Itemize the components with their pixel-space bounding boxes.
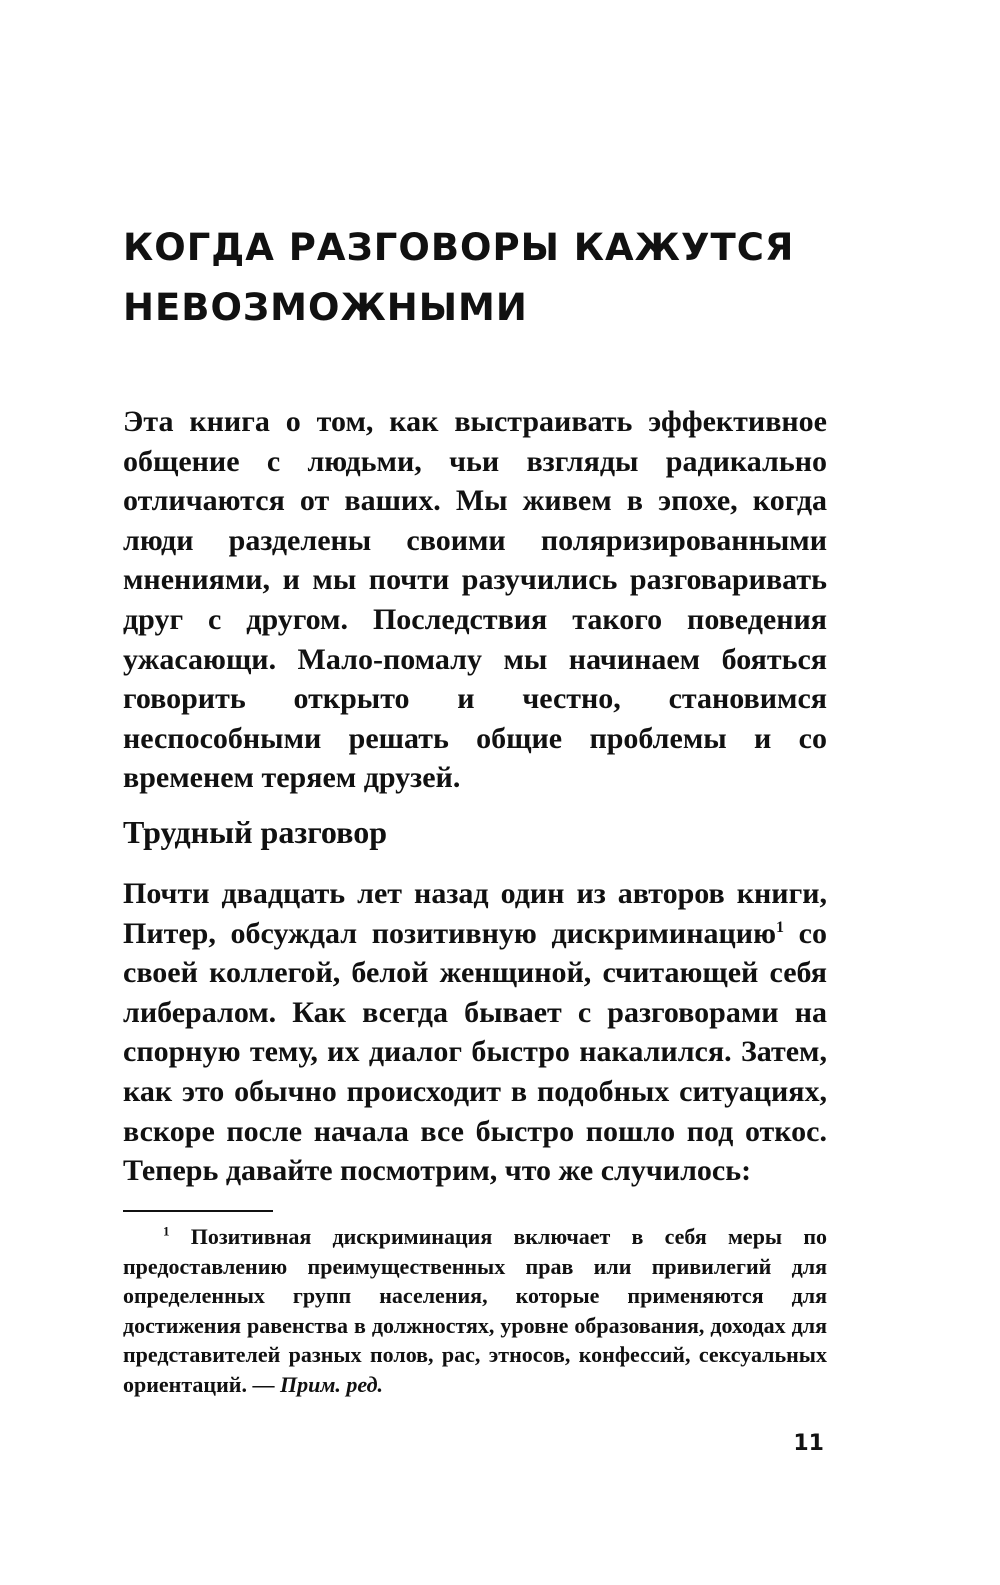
page-number: 11 [793,1431,824,1456]
story-paragraph [123,874,827,1191]
story-text-end: со своей коллегой, белой женщиной, считающей себя либералом. Как всегда бывает с разговорами на спорную тему, их диалог быстро накалился. Затем, как это обычно происходит в подобных ситуациях, вскоре после начала все быстро пошло под откос. Теперь давайте посмотрим, что же случилось: [123,916,827,1188]
editor-note: Прим. ред. [279,1371,384,1397]
intro-paragraph: Эта книга о том, как выстраивать эффективное общение с людьми, чьи взгляды радикально отличаются от ваших. Мы живем в эпохе, когда люди разделены своими поляризированными мнениями, и мы почти разучились разговаривать друг с другом. Последствия такого поведения ужасающи. Мало-помалу мы начинаем бояться говорить открыто и честно, становимся неспособными решать общие проблемы и со временем теряем друзей. [123,405,827,795]
footnote-separator [123,1210,273,1212]
chapter-title: КОГДА РАЗГОВОРЫ КАЖУТСЯ НЕВОЗМОЖНЫМИ [123,226,795,329]
footnote-marker: 1 [163,1223,170,1239]
section-heading: Трудный разговор [123,814,387,850]
footnote-text: Позитивная дискриминация включает в себя меры по предоставлению преимущественных прав или привилегий для определенных групп населения, которые применяются для достижения равенства в должностях, уровне образования, доходах для представителей разных полов, рас, этносов, конфессий, сексуальных ориентаций. — [123,1224,827,1397]
footnote-reference: 1 [776,918,784,936]
footnote [123,1222,827,1399]
story-text-start: Почти двадцать лет назад один из авторов книги, Питер, обсуждал позитивную дискриминацию [123,877,827,950]
